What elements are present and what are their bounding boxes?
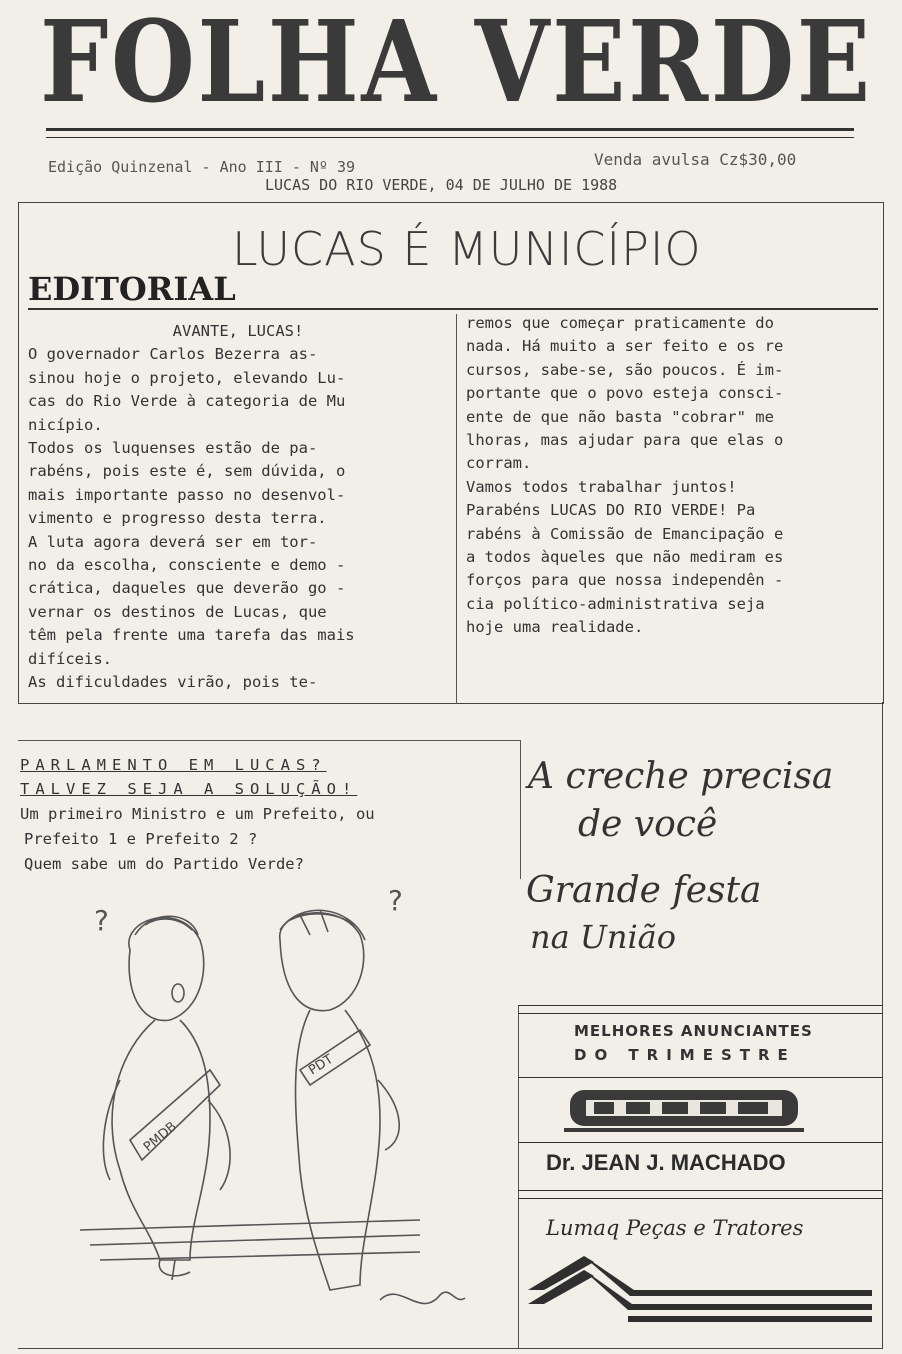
ads-rule-2 xyxy=(518,1013,882,1014)
price-info: Venda avulsa Cz$30,00 xyxy=(594,150,797,169)
editorial-line: no da escolha, consciente e demo - xyxy=(28,556,346,575)
editorial-line: rabéns, pois este é, sem dúvida, o xyxy=(28,462,346,481)
editorial-line: cursos, sabe-se, são poucos. É im- xyxy=(466,360,784,379)
editorial-line: a todos àqueles que não mediram es xyxy=(466,548,784,567)
cartoon-illustration xyxy=(60,880,480,1330)
column-divider xyxy=(456,314,457,704)
signature xyxy=(380,1292,465,1303)
left-figure-mouth xyxy=(172,984,184,1002)
parlamento-title-1: PARLAMENTO EM LUCAS? xyxy=(20,756,327,774)
editorial-line: ente de que não basta "cobrar" me xyxy=(466,407,774,426)
editorial-line: Vamos todos trabalhar juntos! xyxy=(466,477,737,496)
parlamento-line-1: Um primeiro Ministro e um Prefeito, ou xyxy=(20,805,375,823)
advertiser-lumaq: Lumaq Peças e Tratores xyxy=(546,1216,804,1240)
editorial-line: As dificuldades virão, pois te- xyxy=(28,673,318,692)
editorial-line: hoje uma realidade. xyxy=(466,618,644,637)
parlamento-title-2: TALVEZ SEJA A SOLUÇÃO! xyxy=(20,780,358,798)
note-creche-line-1: A creche precisa xyxy=(528,756,834,797)
lumaq-logo-chevron xyxy=(524,1250,876,1330)
advertiser-logo-bar xyxy=(564,1082,804,1138)
note-festa-line-2: na União xyxy=(530,918,677,956)
editorial-line: têm pela frente uma tarefa das mais xyxy=(28,626,355,645)
editorial-line: vernar os destinos de Lucas, que xyxy=(28,602,327,621)
note-festa-line-1: Grande festa xyxy=(526,870,762,911)
editorial-line: O governador Carlos Bezerra as- xyxy=(28,345,318,364)
editorial-column-1 xyxy=(28,320,448,695)
editorial-title: AVANTE, LUCAS! xyxy=(172,322,304,340)
ads-divider xyxy=(518,1005,519,1348)
masthead-rule-top xyxy=(46,128,854,131)
date-line: LUCAS DO RIO VERDE, 04 DE JULHO DE 1988 xyxy=(265,176,618,194)
editorial-line: crática, daqueles que deverão go - xyxy=(28,579,346,598)
editorial-line: cas do Rio Verde à categoria de Mu xyxy=(28,392,346,411)
sash-right-label: PDT xyxy=(306,1052,336,1079)
right-figure-arm xyxy=(378,1080,399,1150)
ads-header-1: MELHORES ANUNCIANTES xyxy=(574,1022,813,1040)
editorial-column-2 xyxy=(466,312,880,640)
editorial-line: Todos os luquenses estão de pa- xyxy=(28,439,318,458)
right-figure-sash xyxy=(300,1030,370,1085)
editorial-line: A luta agora deverá ser em tor- xyxy=(28,532,318,551)
editorial-col2-lines xyxy=(466,312,880,640)
editorial-heading: EDITORIAL xyxy=(28,270,236,308)
question-mark-right: ? xyxy=(388,884,403,917)
editorial-line: lhoras, mas ajudar para que elas o xyxy=(466,431,784,450)
editorial-col1-lines xyxy=(28,343,448,694)
question-mark-left: ? xyxy=(94,904,109,937)
ads-rule-3 xyxy=(518,1077,882,1078)
editorial-line: nada. Há muito a ser feito e os re xyxy=(466,337,784,356)
sash-left-label: PMDB xyxy=(140,1119,180,1156)
editorial-rule xyxy=(28,308,878,310)
ads-rule-5 xyxy=(518,1190,882,1191)
editorial-line: remos que começar praticamente do xyxy=(466,314,774,332)
left-figure-head xyxy=(129,918,204,1021)
left-figure-feet xyxy=(159,1260,190,1280)
editorial-line: cia político-administrativa seja xyxy=(466,594,765,613)
editorial-line: sinou hoje o projeto, elevando Lu- xyxy=(28,368,346,387)
ads-rule-6 xyxy=(518,1198,882,1199)
edition-info: Edição Quinzenal - Ano III - Nº 39 xyxy=(48,158,356,176)
editorial-line: corram. xyxy=(466,454,532,473)
editorial-line: Parabéns LUCAS DO RIO VERDE! Pa xyxy=(466,501,756,520)
editorial-line: vimento e progresso desta terra. xyxy=(28,509,327,528)
ads-rule-4 xyxy=(518,1142,882,1143)
ads-header-2: DO TRIMESTRE xyxy=(574,1046,796,1064)
editorial-line: mais importante passo no desenvol- xyxy=(28,485,346,504)
masthead-title: FOLHA VERDE xyxy=(40,0,873,128)
headline: LUCAS É MUNICÍPIO xyxy=(232,222,702,276)
masthead-rule-bottom xyxy=(46,137,854,138)
ground-lines xyxy=(80,1220,420,1260)
advertiser-machado: Dr. JEAN J. MACHADO xyxy=(546,1150,786,1175)
editorial-line: nicípio. xyxy=(28,415,103,434)
right-figure-head xyxy=(280,913,364,1011)
parlamento-line-2: Prefeito 1 e Prefeito 2 ? xyxy=(24,830,258,848)
editorial-line: rabéns à Comissão de Emancipação e xyxy=(466,524,784,543)
editorial-line: forços para que nossa independên - xyxy=(466,571,784,590)
parlamento-line-3: Quem sabe um do Partido Verde? xyxy=(24,855,304,873)
editorial-line: portante que o povo esteja consci- xyxy=(466,384,784,403)
ads-rule-1 xyxy=(518,1005,882,1006)
editorial-line: difíceis. xyxy=(28,649,112,668)
right-figure-body xyxy=(296,1010,380,1290)
note-creche-line-2: de você xyxy=(578,804,718,845)
